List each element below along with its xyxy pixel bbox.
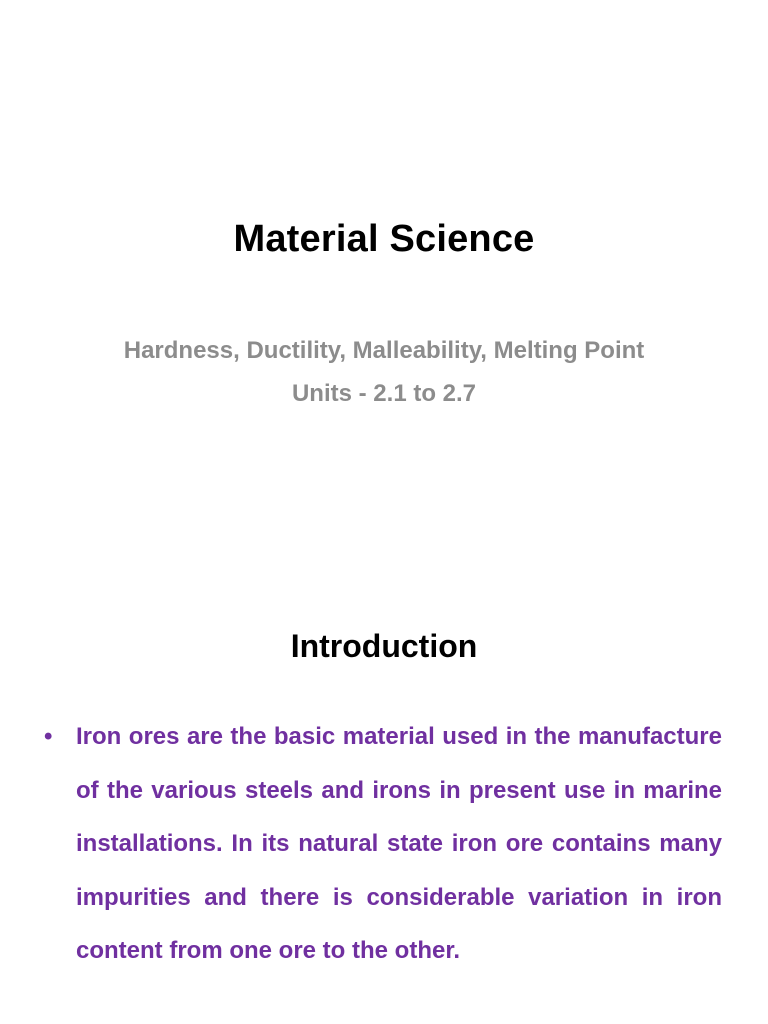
slide-title: Introduction bbox=[290, 628, 478, 664]
subtitle-units: Units - 2.1 to 2.7 bbox=[291, 380, 477, 407]
slide-title: Material Science bbox=[233, 218, 535, 260]
bullet-icon: • bbox=[44, 723, 53, 750]
slide-subtitle bbox=[120, 334, 648, 411]
bullet-item bbox=[42, 710, 722, 978]
introduction-slide bbox=[0, 576, 768, 1024]
bullet-list bbox=[42, 710, 722, 978]
bullet-text: Iron ores are the basic material used in the manufacture of the various steels and irons in present use in marine installations. In its natural state iron ore contains many impurities and there is considerable variation in iron content from one ore to the other. bbox=[76, 723, 722, 964]
subtitle-topics: Hardness, Ductility, Malleability, Melting Point bbox=[123, 337, 645, 364]
